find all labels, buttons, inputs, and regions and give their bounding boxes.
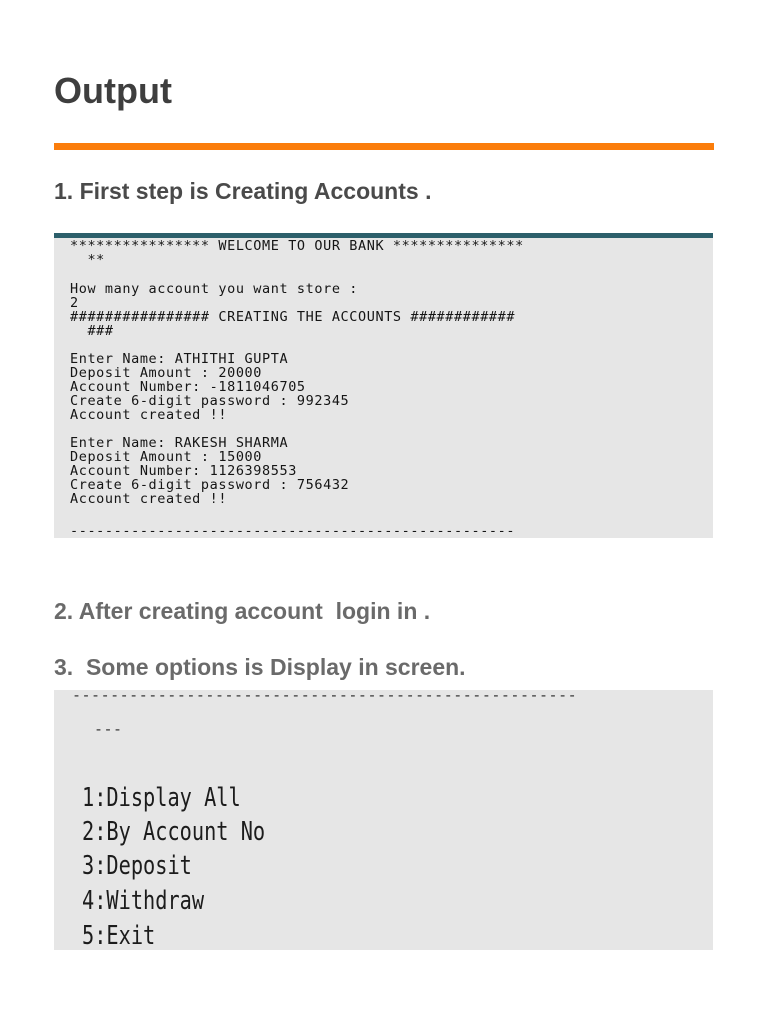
console-line-welcome: **************** WELCOME TO OUR BANK *************** [70,238,524,254]
step-3-heading: 3. Some options is Display in screen. [54,654,466,680]
console-line-deposit-1: Deposit Amount : 20000 [70,365,263,381]
console-line-password-1: Create 6-digit password : 992345 [70,393,350,409]
console-line-name-2: Enter Name: RAKESH SHARMA [70,435,289,451]
menu-separator: ----------------------------------------------------- [72,686,578,704]
page-title: Output [54,70,172,111]
console-line-creating: ################ CREATING THE ACCOUNTS ############ [70,309,516,325]
console-line-created-2: Account created !! [70,491,228,507]
console-line-creating-wrap: ### [70,323,114,339]
console-line-input: 2 [70,295,79,311]
console-output-create-accounts [54,233,713,538]
menu-option-display-all: 1:Display All [82,783,241,813]
console-line-account-1: Account Number: -1811046705 [70,379,306,395]
menu-option-withdraw: 4:Withdraw [82,886,205,916]
step-2-heading: 2. After creating account login in . [54,598,431,624]
console-line-name-1: Enter Name: ATHITHI GUPTA [70,351,289,367]
console-output-menu [54,686,713,951]
console-line-deposit-2: Deposit Amount : 15000 [70,449,263,465]
console-line-welcome-wrap: ** [70,252,105,268]
console-line-separator: --------------------------------------------------- [70,523,516,539]
menu-option-exit: 5:Exit [82,921,156,951]
menu-option-deposit: 3:Deposit [82,851,192,881]
title-divider [54,143,714,150]
console-line-account-2: Account Number: 1126398553 [70,463,297,479]
console-line-prompt: How many account you want store : [70,281,359,297]
menu-option-by-account: 2:By Account No [82,817,266,847]
console-line-password-2: Create 6-digit password : 756432 [70,477,350,493]
console-line-created-1: Account created !! [70,407,228,423]
menu-separator-wrap: --- [94,720,123,738]
step-1-heading: 1. First step is Creating Accounts . [54,178,432,204]
